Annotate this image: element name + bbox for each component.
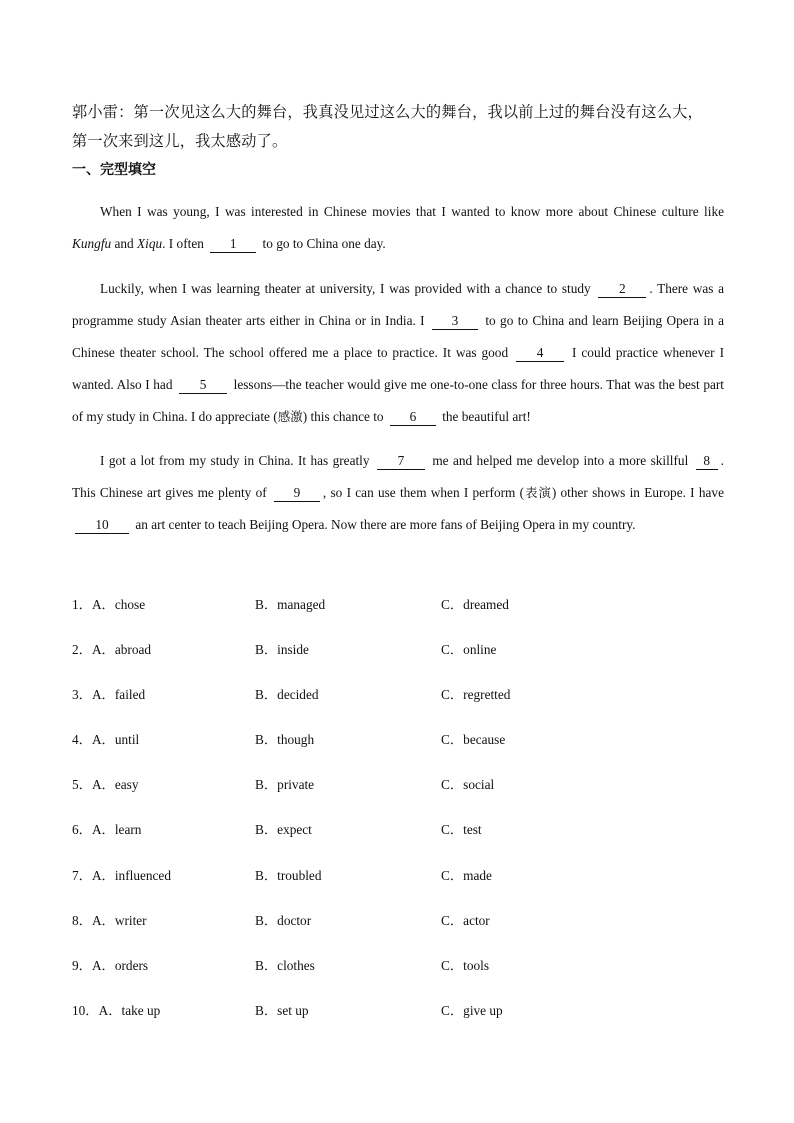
question-4-option-b[interactable]: B．though <box>255 732 315 748</box>
text-span: 表演 <box>524 485 552 500</box>
text-span: 感激 <box>277 409 303 424</box>
intro-text <box>72 98 752 156</box>
question-4-option-c[interactable]: C．because <box>441 732 506 748</box>
text-span: . There was a programme study Asian theater arts either in China or in India. I <box>72 281 724 328</box>
question-row <box>72 722 732 767</box>
blank-9[interactable]: 9 <box>274 485 320 502</box>
question-2-option-b[interactable]: B．inside <box>255 642 309 658</box>
question-row <box>72 993 732 1038</box>
question-1-option-c[interactable]: C．dreamed <box>441 597 509 612</box>
question-1-option-b[interactable]: B．managed <box>255 597 326 612</box>
question-row <box>72 587 732 632</box>
question-7-option-c[interactable]: C．made <box>441 867 492 883</box>
text-span: Xiqu <box>137 236 163 251</box>
option-a-text: until <box>114 732 140 748</box>
question-number: 2．A． <box>72 642 115 658</box>
question-7-option-b[interactable]: B．troubled <box>255 867 322 883</box>
question-9-option-c[interactable]: C．tools <box>441 957 490 973</box>
question-8-option-b[interactable]: B．doctor <box>255 912 312 928</box>
question-6-option-b[interactable]: B．expect <box>255 822 312 838</box>
question-6-option-a[interactable] <box>72 819 141 838</box>
question-number: 7．A． <box>72 867 115 883</box>
question-row <box>72 858 732 903</box>
question-2-option-c[interactable]: C．online <box>441 642 497 658</box>
text-span: ) this chance to <box>302 409 387 424</box>
question-8-option-a[interactable] <box>72 910 147 929</box>
passage-paragraph-1 <box>72 196 724 260</box>
question-number: 5．A． <box>72 777 115 793</box>
question-10-option-c[interactable]: C．give up <box>441 1002 503 1018</box>
question-row <box>72 632 732 677</box>
question-6-option-c[interactable]: C．test <box>441 822 482 838</box>
intro-line-1: 郭小雷：第一次见这么大的舞台，我真没见过这么大的舞台，我以前上过的舞台没有这么大， <box>72 103 703 121</box>
blank-10[interactable]: 10 <box>75 517 129 534</box>
blank-6[interactable]: 6 <box>390 409 436 426</box>
question-5-option-b[interactable]: B．private <box>255 777 315 793</box>
blank-7[interactable]: 7 <box>377 453 425 470</box>
text-span: the beautiful art! <box>438 409 531 424</box>
text-span: Kungfu <box>72 236 112 251</box>
question-8-option-c[interactable]: C．actor <box>441 912 490 928</box>
text-span: ) other shows in Europe. I have <box>551 485 724 500</box>
question-1-option-a[interactable] <box>72 594 145 613</box>
question-10-option-b[interactable]: B．set up <box>255 1002 309 1018</box>
question-row <box>72 903 732 948</box>
question-2-option-a[interactable] <box>72 639 151 658</box>
answer-options <box>72 587 732 1038</box>
text-span: me and helped me develop into a more skillful <box>427 453 693 468</box>
question-3-option-b[interactable]: B．decided <box>255 687 319 703</box>
question-3-option-a[interactable] <box>72 684 145 703</box>
blank-4[interactable]: 4 <box>516 345 564 362</box>
question-9-option-b[interactable]: B．clothes <box>255 957 315 973</box>
question-4-option-a[interactable] <box>72 729 139 748</box>
option-a-text: writer <box>114 912 147 928</box>
question-number: 4．A． <box>72 732 115 748</box>
question-5-option-a[interactable] <box>72 774 139 793</box>
text-span: to go to China one day. <box>259 236 386 251</box>
option-a-text: take up <box>121 1002 161 1018</box>
text-span: I could practice whenever I wanted. Also I had <box>72 345 724 392</box>
question-row <box>72 677 732 722</box>
text-span: lessons—the teacher would give me one-to-one class for three hours. That was the best part of my study in China. I do appreciate ( <box>72 377 725 424</box>
question-5-option-c[interactable]: C．social <box>441 777 495 793</box>
question-number: 9．A． <box>72 957 115 973</box>
text-span: an art center to teach Beijing Opera. Now there are more fans of Beijing Opera in my country. <box>132 517 636 532</box>
option-a-text: chose <box>114 597 146 612</box>
question-10-option-a[interactable] <box>72 1000 160 1019</box>
passage-paragraph-3 <box>72 445 724 541</box>
option-a-text: easy <box>114 777 139 793</box>
question-number: 6．A． <box>72 822 115 838</box>
question-number: 1．A． <box>72 597 115 612</box>
text-span: and <box>111 236 138 251</box>
blank-1[interactable]: 1 <box>210 236 256 253</box>
option-a-text: orders <box>114 957 149 973</box>
text-span: to go to China and learn Beijing Opera in a Chinese theater school. The school offered me a place to practice. It was good <box>72 313 724 360</box>
question-row <box>72 948 732 993</box>
blank-5[interactable]: 5 <box>179 377 227 394</box>
passage-paragraph-2 <box>72 273 724 433</box>
question-9-option-a[interactable] <box>72 955 148 974</box>
text-span: , so I can use them when I perform ( <box>322 485 525 500</box>
option-a-text: failed <box>114 687 146 703</box>
question-3-option-c[interactable]: C．regretted <box>441 687 511 703</box>
question-7-option-a[interactable] <box>72 865 171 884</box>
option-a-text: influenced <box>114 867 171 883</box>
text-span: . This Chinese art gives me plenty of <box>72 453 724 500</box>
question-number: 3．A． <box>72 687 115 703</box>
option-a-text: learn <box>114 822 142 838</box>
question-row <box>72 812 732 857</box>
question-number: 10．A． <box>72 1002 122 1018</box>
text-span: Luckily, when I was learning theater at university, I was provided with a chance to study <box>100 281 596 296</box>
option-a-text: abroad <box>114 642 152 658</box>
blank-8[interactable]: 8 <box>696 453 718 470</box>
section-title: 一、完型填空 <box>72 162 156 178</box>
text-span: When I was young, I was interested in Chinese movies that I wanted to know more about Chinese culture like <box>100 204 724 219</box>
question-number: 8．A． <box>72 912 115 928</box>
blank-3[interactable]: 3 <box>432 313 478 330</box>
blank-2[interactable]: 2 <box>598 281 646 298</box>
text-span: . I often <box>162 236 208 251</box>
intro-line-2: 第一次来到这儿，我太感动了。 <box>72 132 288 150</box>
question-row <box>72 767 732 812</box>
text-span: I got a lot from my study in China. It has greatly <box>100 453 374 468</box>
